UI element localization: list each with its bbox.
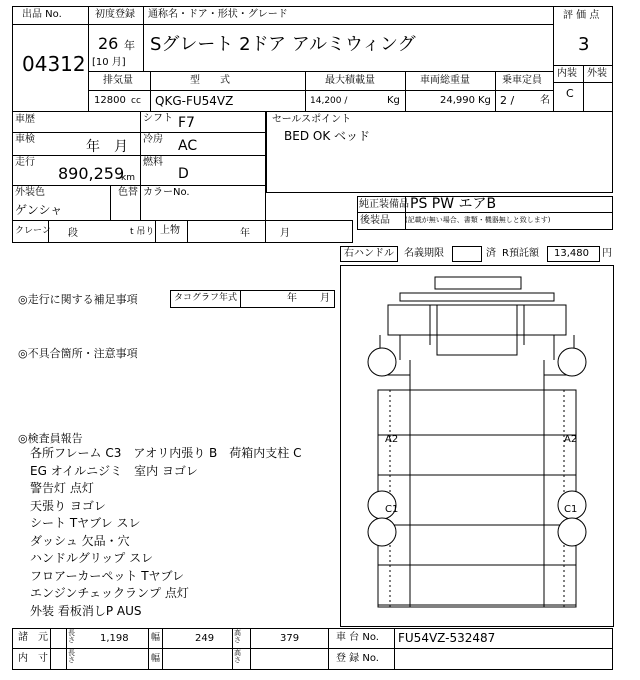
sales-points-label: セールスポイント <box>272 114 352 125</box>
reg-month: [10 月] <box>92 57 126 68</box>
displacement-label: 排気量 <box>103 75 133 86</box>
aftermarket-label: 後装品 <box>360 215 390 226</box>
crane-row <box>12 220 353 243</box>
inspector-line: 外装 看板消しP AUS <box>30 603 142 618</box>
fuel-label: 燃料 <box>143 157 163 168</box>
inspection-year: 年 <box>86 139 100 155</box>
upper-year: 年 <box>240 228 250 239</box>
name-change-label: 名義期限 <box>404 248 444 259</box>
interior-grade: C <box>566 87 574 100</box>
lot-label: 出品 No. <box>22 9 62 20</box>
inspector-line: ハンドルグリップ スレ <box>30 551 154 565</box>
inner-label: 内 寸 <box>18 653 48 664</box>
inspector-line: ダッシュ 欠品・穴 <box>30 533 130 548</box>
inspector-line: エンジンチェックランプ 点灯 <box>30 586 189 600</box>
inspection-label: 車検 <box>15 134 35 145</box>
km-unit: km <box>121 173 135 183</box>
reg-year: 26 <box>98 34 119 53</box>
dims-label: 諸 元 <box>18 632 48 643</box>
capacity-label: 乗車定員 <box>502 75 542 86</box>
right-hand-label: 右ハンドル <box>344 248 394 259</box>
height-label: 高さ <box>234 629 241 644</box>
inspector-line: 警告灯 点灯 <box>30 481 94 495</box>
registration-label: 登 録 No. <box>336 653 379 664</box>
length-label: 長さ <box>68 629 75 644</box>
length-value: 1,198 <box>100 633 129 644</box>
genuine-equipment-value: PS PW エアB <box>410 196 497 212</box>
ac-value: AC <box>178 138 198 154</box>
tacho-year: 年 <box>287 293 297 304</box>
upper-label: 上物 <box>160 225 180 236</box>
inner-width-label: 幅 <box>151 654 161 664</box>
max-load-label: 最大積載量 <box>325 75 375 86</box>
model-name: Sグレート 2ドア アルミウィング <box>150 34 416 55</box>
name-change-box <box>452 246 482 262</box>
kg-unit: Kg <box>387 95 400 106</box>
crane-label: クレーン <box>15 226 51 236</box>
name-label: 通称名・ドア・形状・グレード <box>148 9 288 20</box>
recycle-prefix: 済 <box>486 248 496 259</box>
color-change-label: 色替 <box>118 187 138 198</box>
yen-unit: 円 <box>602 248 612 259</box>
color-no-label: カラーNo. <box>143 187 190 198</box>
max-load-value: 14,200 / <box>310 96 348 106</box>
displacement-value: 12800 <box>94 95 126 106</box>
model-code-value: QKG-FU54VZ <box>155 94 234 108</box>
recycle-value: 13,480 <box>554 248 589 259</box>
width-label: 幅 <box>151 633 161 643</box>
exterior-label: 外装 <box>587 68 607 79</box>
fuel-value: D <box>178 166 189 182</box>
damage-mark: A2 <box>564 434 578 445</box>
year-unit: 年 <box>124 39 135 52</box>
defects-label: ◎不具合箇所・注意事項 <box>18 347 138 360</box>
truck-diagram <box>340 265 614 627</box>
model-code-label: 型 式 <box>190 75 230 86</box>
wheel-icons <box>368 348 586 546</box>
aftermarket-note: (記載が無い場合、書類・機器無しと致します) <box>405 216 551 224</box>
exterior-color-value: ゲンシャ <box>15 203 63 217</box>
damage-mark: A2 <box>385 434 399 445</box>
ac-label: 冷房 <box>143 134 163 145</box>
sales-points-value: BED OK ベッド <box>284 129 370 143</box>
score-label: 評 価 点 <box>563 10 600 21</box>
inspector-line: EG オイルニジミ 室内 ヨゴレ <box>30 463 198 478</box>
inspector-line: 各所フレーム C3 アオリ内張り B 荷箱内支柱 C <box>30 446 302 460</box>
first-reg-label: 初度登録 <box>95 9 135 20</box>
shift-label: シフト <box>143 113 173 124</box>
history-label: 車歴 <box>15 114 35 125</box>
inspector-label: ◎検査員報告 <box>18 432 83 445</box>
exterior-color-label: 外装色 <box>15 187 45 198</box>
cc-unit: cc <box>131 96 141 106</box>
capacity-unit: 名 <box>540 95 550 106</box>
inner-height-label: 高さ <box>234 649 241 664</box>
inspector-line: フロアーカーペット Tヤブレ <box>30 568 185 583</box>
chassis-label: 車 台 No. <box>336 632 379 643</box>
capacity-value: 2 / <box>500 94 515 107</box>
tachograph-label: タコグラフ年式 <box>174 293 238 303</box>
chassis-value: FU54VZ-532487 <box>398 631 496 645</box>
score-value: 3 <box>578 34 590 55</box>
width-value: 249 <box>195 633 215 644</box>
gross-weight-value: 24,990 <box>440 95 475 106</box>
inspector-line: シート Tヤブレ スレ <box>30 516 141 530</box>
interior-label: 内装 <box>557 68 577 79</box>
inspector-line: 天張り ヨゴレ <box>30 498 106 513</box>
tacho-month: 月 <box>320 293 330 304</box>
genuine-equipment-label: 純正装備品 <box>359 199 409 210</box>
upper-month: 月 <box>280 228 290 239</box>
recycle-label: R預託額 <box>502 248 539 259</box>
crane-hanging: t 吊り <box>130 227 155 237</box>
inner-length-label: 長さ <box>68 649 75 664</box>
gross-weight-label: 車両総重量 <box>420 75 470 86</box>
crane-stage: 段 <box>68 228 78 239</box>
inspection-month: 月 <box>114 139 128 155</box>
driving-label: ◎走行に関する補足事項 <box>18 293 138 306</box>
shift-value: F7 <box>178 115 195 131</box>
height-value: 379 <box>280 633 300 644</box>
damage-mark: C1 <box>564 504 578 515</box>
damage-mark: C1 <box>385 504 399 515</box>
kg-unit2: Kg <box>478 95 491 106</box>
mileage-label: 走行 <box>15 157 35 168</box>
lot-number: 04312 <box>22 52 86 76</box>
mileage-value: 890,259 <box>58 164 125 183</box>
